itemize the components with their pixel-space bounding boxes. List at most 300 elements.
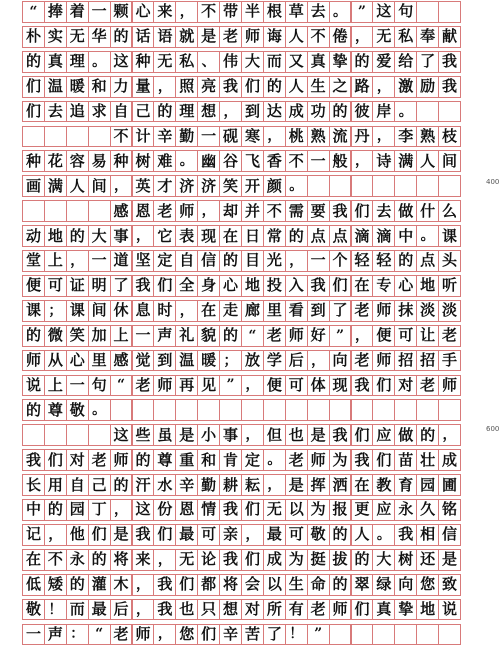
grid-cell: ， — [175, 1, 198, 23]
grid-cell: 丁 — [88, 499, 111, 521]
grid-cell: 的 — [329, 101, 352, 123]
grid-cell — [372, 175, 395, 197]
grid-cell: 。 — [88, 51, 111, 73]
grid-cell — [44, 424, 67, 446]
grid-cell: 理 — [66, 51, 89, 73]
grid-cell: 您 — [416, 574, 439, 596]
grid-cell: 们 — [372, 449, 395, 471]
grid-cell: 却 — [219, 200, 242, 222]
grid-cell: 看 — [285, 300, 308, 322]
grid-cell: 就 — [175, 26, 198, 48]
grid-cell: 草 — [285, 1, 308, 23]
grid-cell: 上 — [44, 375, 67, 397]
grid-cell: 手 — [438, 350, 461, 372]
grid-cell: 我 — [219, 549, 242, 571]
grid-cell: 的 — [110, 474, 133, 496]
grid-cell: 我 — [307, 275, 330, 297]
grid-cell: 事 — [110, 225, 133, 247]
grid-cell: 勤 — [175, 126, 198, 148]
grid-cell: 一 — [88, 1, 111, 23]
grid-cell: 便 — [22, 275, 45, 297]
word-count-marker-600: 600 — [486, 425, 500, 433]
grid-cell: 园 — [416, 474, 439, 496]
grid-cell: 到 — [307, 300, 330, 322]
grid-cell: 但 — [263, 424, 286, 446]
grid-cell: ， — [197, 200, 220, 222]
grid-cell — [438, 624, 461, 646]
grid-cell: 自 — [66, 474, 89, 496]
grid-cell: 己 — [88, 474, 111, 496]
grid-cell: 花 — [44, 150, 67, 172]
grid-cell: 的 — [285, 225, 308, 247]
grid-cell: 什 — [416, 200, 439, 222]
grid-cell: 实 — [44, 26, 67, 48]
grid-cell: 诗 — [372, 150, 395, 172]
grid-cell: 是 — [438, 549, 461, 571]
grid-cell: 济 — [175, 175, 198, 197]
grid-cell: 应 — [372, 499, 395, 521]
grid-cell: 。 — [175, 150, 198, 172]
grid-cell: 不 — [263, 200, 286, 222]
grid-cell: 给 — [394, 51, 417, 73]
grid-cell: 的 — [263, 76, 286, 98]
grid-cell: 信 — [438, 524, 461, 546]
grid-cell: 后 — [285, 350, 308, 372]
grid-cell: 才 — [153, 175, 176, 197]
grid-cell: 我 — [329, 200, 352, 222]
grid-cell: 种 — [110, 150, 133, 172]
grid-cell: 在 — [22, 549, 45, 571]
grid-cell: 么 — [438, 200, 461, 222]
grid-cell: 开 — [241, 175, 264, 197]
grid-cell: ， — [241, 524, 264, 546]
grid-cell: ， — [153, 76, 176, 98]
grid-cell: 们 — [175, 574, 198, 596]
grid-cell: 见 — [197, 375, 220, 397]
grid-cell: 的 — [22, 51, 45, 73]
grid-cell: 滴 — [372, 225, 395, 247]
grid-cell: 一 — [66, 375, 89, 397]
grid-cell: 一 — [22, 624, 45, 646]
grid-cell: 课 — [66, 300, 89, 322]
grid-cell: 我 — [153, 599, 176, 621]
grid-cell: 亲 — [219, 524, 242, 546]
grid-cell: 。 — [263, 449, 286, 471]
grid-cell: 们 — [22, 101, 45, 123]
grid-cell: 情 — [197, 499, 220, 521]
grid-cell — [153, 399, 176, 421]
grid-cell: 而 — [263, 51, 286, 73]
grid-cell: 们 — [44, 449, 67, 471]
grid-cell: 种 — [22, 150, 45, 172]
grid-cell: 的 — [22, 325, 45, 347]
grid-cell: 明 — [88, 275, 111, 297]
grid-cell: 追 — [66, 101, 89, 123]
grid-cell: 熟 — [307, 126, 330, 148]
grid-cell: 寒 — [241, 126, 264, 148]
grid-cell: 些 — [132, 424, 155, 446]
grid-cell: 我 — [132, 524, 155, 546]
grid-cell: 画 — [22, 175, 45, 197]
grid-cell: 点 — [307, 225, 330, 247]
grid-cell — [351, 624, 374, 646]
grid-cell: 中 — [394, 225, 417, 247]
grid-cell: 。 — [329, 1, 352, 23]
grid-cell — [416, 624, 439, 646]
grid-cell: 中 — [22, 499, 45, 521]
grid-cell: 师 — [307, 449, 330, 471]
grid-cell: 温 — [44, 76, 67, 98]
grid-cell: 说 — [22, 375, 45, 397]
grid-cell: 对 — [394, 375, 417, 397]
grid-cell: 在 — [197, 300, 220, 322]
grid-cell: ： — [66, 624, 89, 646]
grid-cell: 成 — [285, 101, 308, 123]
grid-cell — [416, 175, 439, 197]
grid-cell: 上 — [44, 250, 67, 272]
grid-cell: 时 — [153, 300, 176, 322]
grid-cell: 自 — [175, 250, 198, 272]
grid-cell: 辛 — [153, 126, 176, 148]
grid-cell: 伟 — [219, 51, 242, 73]
grid-cell: 现 — [197, 225, 220, 247]
grid-cell: 不 — [110, 126, 133, 148]
grid-cell: 彼 — [351, 101, 374, 123]
grid-cell — [438, 101, 461, 123]
grid-cell: 坚 — [132, 250, 155, 272]
grid-cell: 地 — [241, 275, 264, 297]
grid-cell — [329, 624, 352, 646]
grid-cell: 的 — [416, 424, 439, 446]
grid-cell — [372, 399, 395, 421]
grid-cell — [132, 399, 155, 421]
grid-cell: 人 — [416, 150, 439, 172]
grid-cell: 永 — [66, 549, 89, 571]
grid-cell: 温 — [175, 350, 198, 372]
grid-cell: 的 — [66, 574, 89, 596]
grid-cell: 投 — [263, 275, 286, 297]
grid-cell: 更 — [351, 499, 374, 521]
grid-cell: ， — [263, 474, 286, 496]
grid-cell: 走 — [219, 300, 242, 322]
grid-cell: 去 — [307, 1, 330, 23]
grid-cell: 话 — [132, 26, 155, 48]
grid-cell: 育 — [394, 474, 417, 496]
grid-cell: 灌 — [88, 574, 111, 596]
grid-cell: ； — [219, 350, 242, 372]
grid-cell: 苗 — [394, 449, 417, 471]
grid-cell: 我 — [219, 499, 242, 521]
grid-cell: 可 — [394, 325, 417, 347]
grid-cell: 一 — [307, 150, 330, 172]
grid-cell: 矮 — [44, 574, 67, 596]
grid-cell: 励 — [416, 76, 439, 98]
grid-cell: 表 — [175, 225, 198, 247]
grid-cell: 上 — [110, 325, 133, 347]
grid-cell: 生 — [307, 76, 330, 98]
grid-cell: 这 — [372, 1, 395, 23]
grid-cell: 永 — [394, 499, 417, 521]
grid-cell: 我 — [438, 76, 461, 98]
grid-cell: 华 — [88, 26, 111, 48]
grid-cell: ！ — [44, 599, 67, 621]
grid-cell: 语 — [153, 26, 176, 48]
grid-cell: 想 — [197, 101, 220, 123]
grid-cell — [22, 424, 45, 446]
grid-cell: 辛 — [175, 474, 198, 496]
grid-cell: 记 — [22, 524, 45, 546]
grid-cell: 课 — [438, 225, 461, 247]
grid-cell — [351, 175, 374, 197]
grid-cell: 老 — [416, 375, 439, 397]
grid-cell: ， — [351, 26, 374, 48]
grid-cell: ， — [351, 325, 374, 347]
grid-cell: 致 — [438, 574, 461, 596]
grid-cell — [66, 424, 89, 446]
grid-cell: 到 — [153, 350, 176, 372]
grid-cell: 了 — [329, 300, 352, 322]
grid-cell: 里 — [263, 300, 286, 322]
grid-cell: 不 — [44, 549, 67, 571]
grid-cell: 又 — [285, 51, 308, 73]
grid-cell: 铭 — [438, 499, 461, 521]
grid-cell: 奉 — [416, 26, 439, 48]
grid-cell: 不 — [197, 1, 220, 23]
grid-cell: 间 — [88, 300, 111, 322]
grid-cell: 汗 — [132, 474, 155, 496]
grid-cell: 以 — [285, 499, 308, 521]
grid-cell — [372, 624, 395, 646]
grid-cell — [285, 399, 308, 421]
grid-cell: 它 — [153, 225, 176, 247]
grid-cell: 您 — [175, 624, 198, 646]
grid-cell: 自 — [110, 101, 133, 123]
grid-cell: 地 — [416, 599, 439, 621]
grid-cell: 日 — [241, 225, 264, 247]
grid-cell: 动 — [22, 225, 45, 247]
grid-cell: 们 — [372, 375, 395, 397]
grid-cell — [394, 399, 417, 421]
grid-cell: 的 — [351, 51, 374, 73]
grid-cell: 挚 — [394, 599, 417, 621]
grid-cell: ， — [132, 599, 155, 621]
grid-cell: 心 — [132, 1, 155, 23]
grid-cell: 洒 — [329, 474, 352, 496]
grid-cell: 无 — [372, 26, 395, 48]
grid-cell: 这 — [132, 499, 155, 521]
grid-cell: 点 — [329, 225, 352, 247]
grid-cell: 一 — [88, 250, 111, 272]
grid-cell: 师 — [438, 375, 461, 397]
grid-cell: 抹 — [394, 300, 417, 322]
grid-cell: 想 — [219, 599, 242, 621]
grid-cell: 最 — [88, 599, 111, 621]
grid-cell: 堂 — [22, 250, 45, 272]
grid-cell: 香 — [263, 150, 286, 172]
grid-cell: 最 — [263, 524, 286, 546]
grid-cell: 心 — [394, 275, 417, 297]
grid-cell: 老 — [263, 325, 286, 347]
grid-cell: 用 — [44, 474, 67, 496]
grid-cell: 好 — [307, 325, 330, 347]
grid-cell: 师 — [372, 350, 395, 372]
grid-cell: 有 — [285, 599, 308, 621]
grid-cell: 虽 — [153, 424, 176, 446]
grid-cell: 挥 — [307, 474, 330, 496]
grid-cell: 般 — [329, 150, 352, 172]
grid-cell: 信 — [197, 250, 220, 272]
grid-cell: 貌 — [197, 325, 220, 347]
grid-cell — [438, 175, 461, 197]
grid-cell — [394, 624, 417, 646]
grid-cell: 量 — [132, 76, 155, 98]
grid-cell: ” — [351, 1, 374, 23]
grid-cell: 苦 — [241, 624, 264, 646]
grid-cell: 力 — [110, 76, 133, 98]
grid-cell: 敬 — [22, 599, 45, 621]
grid-cell: 地 — [44, 225, 67, 247]
grid-cell: 是 — [285, 474, 308, 496]
grid-cell: 间 — [438, 150, 461, 172]
grid-cell: 易 — [88, 150, 111, 172]
grid-cell: 再 — [175, 375, 198, 397]
grid-cell: 以 — [263, 574, 286, 596]
grid-cell: 长 — [22, 474, 45, 496]
grid-cell: 会 — [241, 574, 264, 596]
grid-cell: 颗 — [110, 1, 133, 23]
grid-cell: 拔 — [329, 549, 352, 571]
grid-cell: 一 — [197, 126, 220, 148]
grid-cell: 肯 — [219, 449, 242, 471]
grid-cell: 倦 — [329, 26, 352, 48]
grid-cell: 不 — [307, 26, 330, 48]
grid-cell: ， — [66, 250, 89, 272]
grid-cell: 木 — [110, 574, 133, 596]
grid-cell: ， — [110, 175, 133, 197]
grid-cell: 我 — [394, 524, 417, 546]
grid-cell: 颜 — [263, 175, 286, 197]
grid-cell: 暖 — [197, 350, 220, 372]
grid-cell: 园 — [66, 499, 89, 521]
grid-cell: 是 — [175, 424, 198, 446]
grid-cell: 滴 — [351, 225, 374, 247]
grid-cell: 是 — [197, 26, 220, 48]
grid-cell: ， — [351, 150, 374, 172]
grid-cell — [329, 399, 352, 421]
grid-cell: 需 — [285, 200, 308, 222]
grid-cell: 在 — [351, 474, 374, 496]
grid-cell — [307, 399, 330, 421]
grid-cell: 成 — [438, 449, 461, 471]
grid-cell: 的 — [394, 250, 417, 272]
grid-cell: 轻 — [351, 250, 374, 272]
grid-cell: 勤 — [197, 474, 220, 496]
grid-cell: 和 — [88, 76, 111, 98]
grid-cell: 要 — [307, 200, 330, 222]
grid-cell: 便 — [263, 375, 286, 397]
grid-cell: 专 — [372, 275, 395, 297]
grid-cell: 、 — [197, 51, 220, 73]
grid-cell: 也 — [175, 599, 198, 621]
grid-cell: ， — [153, 549, 176, 571]
grid-cell: ， — [44, 524, 67, 546]
grid-cell: ； — [44, 300, 67, 322]
grid-cell: 。 — [372, 524, 395, 546]
grid-cell: 诲 — [263, 26, 286, 48]
grid-cell: 师 — [153, 375, 176, 397]
grid-cell: 息 — [132, 300, 155, 322]
grid-cell: 暖 — [66, 76, 89, 98]
grid-cell: 报 — [329, 499, 352, 521]
grid-cell: 种 — [132, 51, 155, 73]
grid-cell: 的 — [110, 26, 133, 48]
grid-cell — [110, 399, 133, 421]
grid-cell: 照 — [175, 76, 198, 98]
grid-cell: 去 — [372, 200, 395, 222]
grid-cell: 做 — [394, 424, 417, 446]
grid-cell: 句 — [394, 1, 417, 23]
grid-cell: 向 — [329, 350, 352, 372]
grid-cell: 真 — [372, 599, 395, 621]
grid-cell: 砚 — [219, 126, 242, 148]
grid-cell: 淡 — [438, 300, 461, 322]
grid-cell: 们 — [22, 76, 45, 98]
grid-cell — [88, 424, 111, 446]
grid-cell: 的 — [22, 399, 45, 421]
grid-cell: 的 — [329, 574, 352, 596]
grid-cell: 身 — [197, 275, 220, 297]
grid-cell: 为 — [307, 499, 330, 521]
grid-cell: 笑 — [219, 175, 242, 197]
grid-cell: 的 — [153, 101, 176, 123]
grid-cell: 熟 — [416, 126, 439, 148]
grid-cell: 我 — [438, 51, 461, 73]
grid-cell — [219, 399, 242, 421]
grid-cell: 体 — [307, 375, 330, 397]
grid-cell: 的 — [351, 549, 374, 571]
grid-cell: 师 — [22, 350, 45, 372]
grid-cell: 这 — [110, 424, 133, 446]
grid-cell: 们 — [351, 424, 374, 446]
grid-cell: ， — [219, 101, 242, 123]
grid-cell — [22, 200, 45, 222]
grid-cell: 们 — [153, 524, 176, 546]
grid-cell: ， — [372, 126, 395, 148]
grid-cell: ， — [438, 424, 461, 446]
grid-cell: 飞 — [241, 150, 264, 172]
grid-cell: 带 — [219, 1, 242, 23]
grid-cell: 难 — [153, 150, 176, 172]
grid-cell: 淡 — [416, 300, 439, 322]
grid-cell: 学 — [263, 350, 286, 372]
grid-cell: 们 — [241, 76, 264, 98]
grid-cell: 我 — [351, 375, 374, 397]
grid-cell: 我 — [153, 574, 176, 596]
grid-cell: 耘 — [241, 474, 264, 496]
grid-cell: 真 — [307, 51, 330, 73]
grid-cell: 现 — [329, 375, 352, 397]
grid-cell: 是 — [307, 424, 330, 446]
grid-cell: 感 — [110, 350, 133, 372]
grid-cell: 爱 — [372, 51, 395, 73]
grid-cell: 说 — [438, 599, 461, 621]
grid-cell: 大 — [88, 225, 111, 247]
grid-cell: 己 — [132, 101, 155, 123]
grid-cell: ” — [329, 325, 352, 347]
grid-cell: 放 — [241, 350, 264, 372]
grid-cell: 根 — [263, 1, 286, 23]
grid-cell: 了 — [263, 624, 286, 646]
